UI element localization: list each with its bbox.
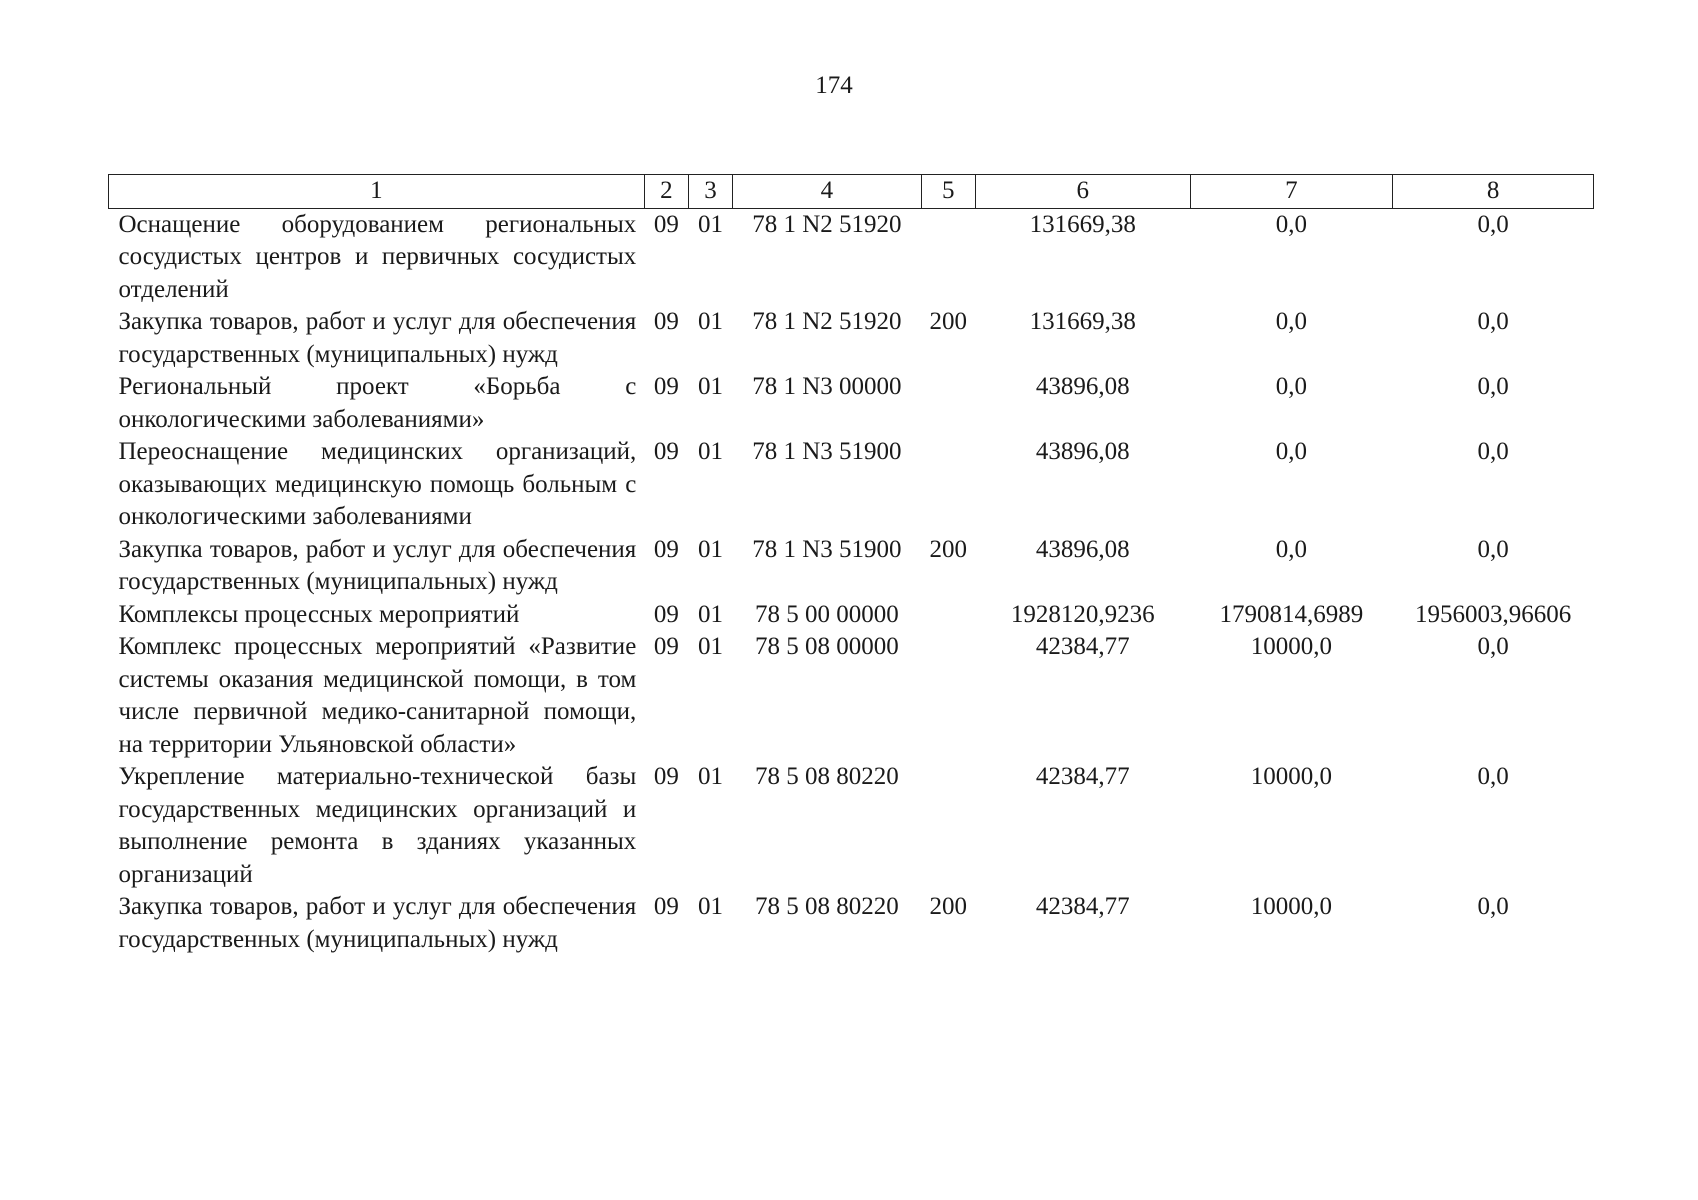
row-amount-col8: 0,0	[1477, 763, 1509, 790]
row-amount-col6: 1928120,9236	[1010, 600, 1155, 628]
row-name: Переоснащение медицинских организаций, оказывающих медицинскую помощь больным с онкологическими заболеваниями	[118, 438, 637, 530]
row-target-code: 78 1 N2 51920	[752, 210, 902, 238]
row-expense-type	[921, 631, 975, 761]
row-subsection: 01	[698, 373, 723, 400]
row-expense-type	[921, 761, 975, 891]
row-expense-type	[921, 371, 975, 436]
table-row	[109, 208, 1594, 306]
row-amount-col8: 1956003,96606	[1415, 600, 1572, 628]
row-amount-col8: 0,0	[1477, 438, 1509, 465]
row-expense-type: 200	[929, 535, 968, 563]
table-row	[109, 631, 1594, 761]
row-subsection: 01	[698, 535, 723, 563]
row-amount-col8: 0,0	[1477, 373, 1509, 400]
row-amount-col7: 0,0	[1275, 535, 1308, 563]
row-section: 09	[653, 308, 679, 335]
row-subsection: 01	[698, 438, 723, 465]
table-row	[109, 891, 1594, 956]
header-cell-3: 3	[688, 175, 732, 209]
row-amount-col8: 0,0	[1477, 535, 1509, 563]
budget-table-container	[108, 174, 1594, 956]
row-amount-col6: 42384,77	[1035, 763, 1130, 790]
row-subsection: 01	[698, 893, 723, 920]
page-number-text: 174	[815, 72, 853, 99]
row-section: 09	[653, 893, 679, 920]
row-subsection: 01	[698, 763, 723, 790]
header-cell-6: 6	[975, 175, 1190, 209]
row-name: Закупка товаров, работ и услуг для обеспечения государственных (муниципальных) нужд	[118, 893, 637, 953]
table-row	[109, 761, 1594, 891]
row-expense-type	[921, 599, 975, 632]
row-amount-col7: 0,0	[1275, 373, 1308, 400]
row-amount-col6: 42384,77	[1035, 893, 1130, 920]
table-row	[109, 534, 1594, 599]
row-amount-col7: 10000,0	[1250, 893, 1333, 920]
table-row	[109, 436, 1594, 534]
row-section: 09	[653, 535, 679, 563]
row-amount-col7: 10000,0	[1250, 763, 1333, 790]
row-subsection: 01	[698, 600, 723, 628]
row-name: Оснащение оборудованием региональных сосудистых центров и первичных сосудистых отделений	[118, 210, 637, 303]
row-amount-col7: 0,0	[1275, 438, 1308, 465]
budget-table	[108, 174, 1594, 956]
table-row	[109, 371, 1594, 436]
row-name: Региональный проект «Борьба с онкологическими заболеваниями»	[118, 373, 637, 433]
page-number	[0, 72, 1698, 100]
row-section: 09	[653, 763, 679, 790]
row-subsection: 01	[698, 308, 723, 335]
row-amount-col7: 0,0	[1275, 308, 1308, 335]
row-expense-type: 200	[929, 308, 968, 335]
row-amount-col6: 43896,08	[1035, 438, 1130, 465]
row-section: 09	[653, 373, 679, 400]
row-amount-col8: 0,0	[1477, 210, 1509, 238]
row-amount-col8: 0,0	[1477, 308, 1509, 335]
table-row	[109, 306, 1594, 371]
row-amount-col6: 43896,08	[1035, 535, 1130, 563]
header-cell-8: 8	[1393, 175, 1594, 209]
row-amount-col8: 0,0	[1477, 893, 1509, 920]
header-cell-4: 4	[733, 175, 922, 209]
row-section: 09	[653, 633, 679, 660]
row-target-code: 78 5 00 00000	[755, 600, 899, 628]
row-section: 09	[653, 210, 679, 238]
row-amount-col7: 0,0	[1275, 210, 1308, 238]
row-subsection: 01	[698, 210, 723, 238]
row-expense-type	[921, 436, 975, 534]
row-target-code: 78 1 N3 51900	[752, 535, 902, 563]
row-expense-type: 200	[929, 893, 968, 920]
row-name: Закупка товаров, работ и услуг для обеспечения государственных (муниципальных) нужд	[118, 535, 637, 595]
row-amount-col6: 131669,38	[1029, 210, 1136, 238]
row-subsection: 01	[698, 633, 723, 660]
row-expense-type	[921, 208, 975, 306]
row-target-code: 78 5 08 80220	[755, 893, 899, 920]
row-amount-col6: 42384,77	[1035, 633, 1130, 660]
row-section: 09	[653, 600, 679, 628]
row-name: Укрепление материально-технической базы государственных медицинских организаций и выполнение ремонта в зданиях указанных организаций	[118, 763, 637, 888]
row-name: Комплекс процессных мероприятий «Развитие системы оказания медицинской помощи, в том числе первичной медико-санитарной помощи, на территории Ульяновской области»	[118, 633, 637, 758]
table-row	[109, 599, 1594, 632]
row-name: Комплексы процессных мероприятий	[118, 600, 520, 628]
row-target-code: 78 5 08 00000	[755, 633, 899, 660]
row-amount-col7: 10000,0	[1250, 633, 1333, 660]
row-target-code: 78 1 N2 51920	[752, 308, 902, 335]
header-cell-1: 1	[109, 175, 645, 209]
row-amount-col6: 131669,38	[1029, 308, 1136, 335]
row-amount-col7: 1790814,6989	[1219, 600, 1364, 628]
header-cell-7: 7	[1190, 175, 1393, 209]
header-cell-2: 2	[644, 175, 688, 209]
row-target-code: 78 1 N3 00000	[752, 373, 902, 400]
row-name: Закупка товаров, работ и услуг для обеспечения государственных (муниципальных) нужд	[118, 308, 637, 368]
row-amount-col6: 43896,08	[1035, 373, 1130, 400]
header-cell-5: 5	[921, 175, 975, 209]
table-body	[109, 208, 1594, 956]
row-amount-col8: 0,0	[1477, 633, 1509, 660]
header-row	[109, 175, 1594, 209]
table-header	[109, 175, 1594, 209]
row-target-code: 78 1 N3 51900	[752, 438, 902, 465]
row-section: 09	[653, 438, 679, 465]
row-target-code: 78 5 08 80220	[755, 763, 899, 790]
